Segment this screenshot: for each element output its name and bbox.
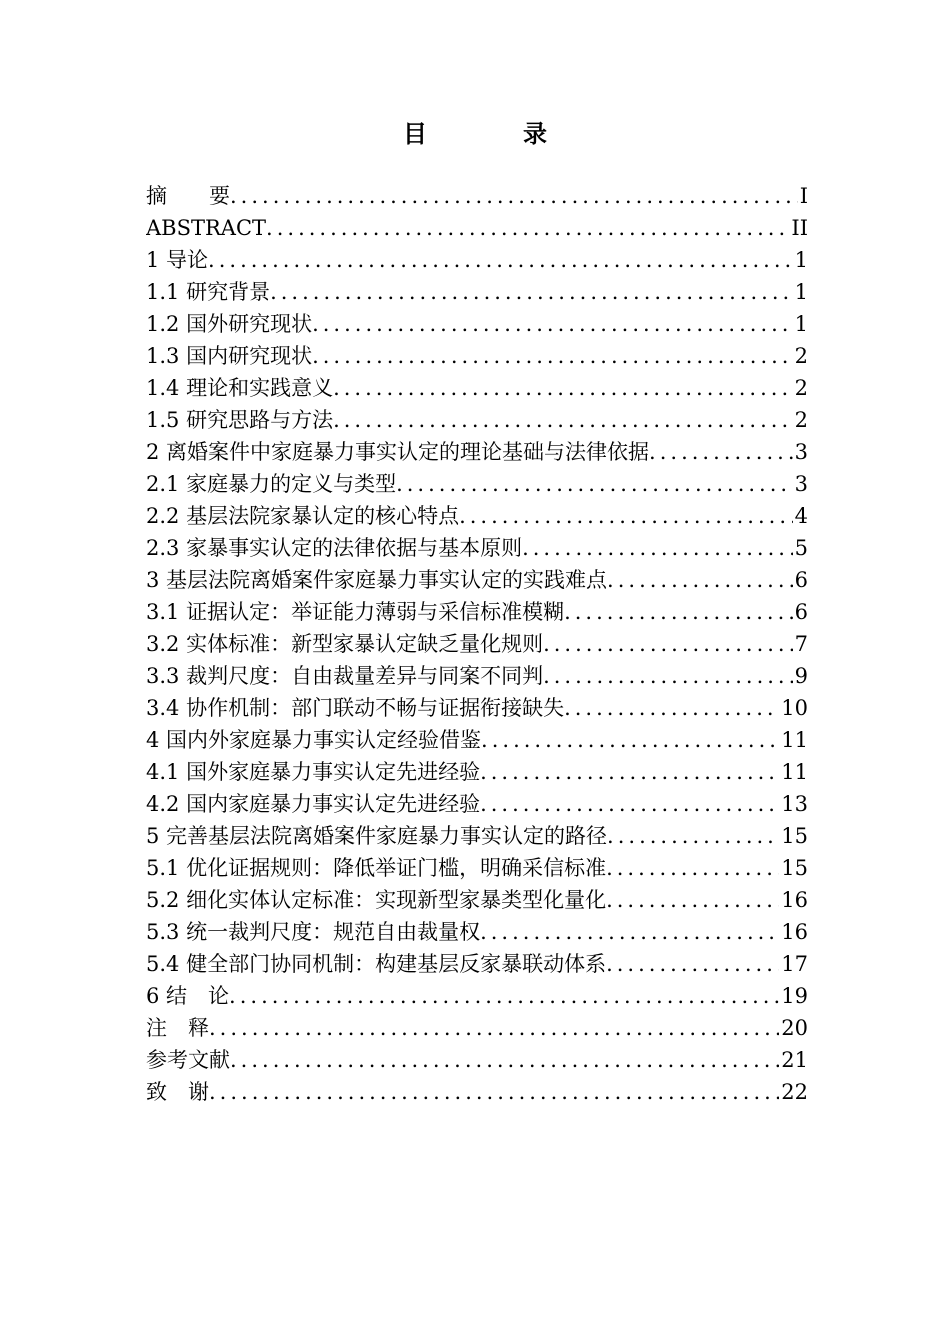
toc-entry-label: 3.2 实体标准：新型家暴认定缺乏量化规则 — [146, 632, 544, 656]
toc-entry-page-number: 2 — [794, 408, 808, 432]
toc-entry-page-number: 2 — [794, 376, 808, 400]
toc-dot-leader — [209, 1076, 779, 1108]
toc-entry-page-number: 13 — [781, 792, 808, 816]
toc-entry[interactable] — [146, 436, 808, 468]
toc-dot-leader — [480, 916, 779, 948]
toc-dot-leader — [396, 468, 793, 500]
toc-dot-leader — [564, 596, 793, 628]
toc-entry[interactable] — [146, 692, 808, 724]
toc-entry-label: 3.1 证据认定：举证能力薄弱与采信标准模糊 — [146, 600, 565, 624]
toc-entry[interactable] — [146, 660, 808, 692]
toc-entry-page-number: I — [799, 184, 808, 208]
toc-entry-label: 2.3 家暴事实认定的法律依据与基本原则 — [146, 536, 523, 560]
toc-entry-label: 6 结 论 — [146, 984, 230, 1008]
toc-entry-page-number: II — [791, 216, 808, 240]
toc-entry[interactable] — [146, 852, 808, 884]
toc-dot-leader — [459, 500, 793, 532]
toc-dot-leader — [333, 372, 793, 404]
toc-entry-label: 2.1 家庭暴力的定义与类型 — [146, 472, 397, 496]
toc-entry-label: 3 基层法院离婚案件家庭暴力事实认定的实践难点 — [146, 568, 608, 592]
toc-dot-leader — [606, 852, 779, 884]
toc-dot-leader — [270, 276, 793, 308]
toc-dot-leader — [522, 532, 793, 564]
toc-entry-page-number: 1 — [794, 312, 808, 336]
toc-entry-label: 4.1 国外家庭暴力事实认定先进经验 — [146, 760, 481, 784]
toc-dot-leader — [229, 980, 779, 1012]
toc-entry-label: 2 离婚案件中家庭暴力事实认定的理论基础与法律依据 — [146, 440, 650, 464]
toc-dot-leader — [607, 820, 779, 852]
toc-entry-page-number: 1 — [794, 248, 808, 272]
toc-entry[interactable] — [146, 788, 808, 820]
toc-entry-label: 5.2 细化实体认定标准：实现新型家暴类型化量化 — [146, 888, 607, 912]
toc-entry[interactable] — [146, 1012, 808, 1044]
toc-dot-leader — [208, 244, 793, 276]
toc-entry[interactable] — [146, 468, 808, 500]
toc-dot-leader — [606, 884, 779, 916]
toc-dot-leader — [209, 1012, 779, 1044]
toc-entry-label: 参考文献 — [146, 1048, 230, 1072]
toc-entry-label: 致 谢 — [146, 1080, 209, 1104]
toc-entry-label: 2.2 基层法院家暴认定的核心特点 — [146, 504, 460, 528]
toc-entry[interactable] — [146, 820, 808, 852]
toc-entry[interactable] — [146, 916, 808, 948]
toc-entry-page-number: 3 — [794, 472, 808, 496]
toc-dot-leader — [333, 404, 793, 436]
toc-entry-label: 1.4 理论和实践意义 — [146, 376, 334, 400]
toc-entry-label: ABSTRACT — [146, 216, 267, 240]
toc-entry-page-number: 10 — [781, 696, 808, 720]
toc-dot-leader — [312, 308, 793, 340]
toc-entry-page-number: 16 — [781, 920, 808, 944]
table-of-contents — [146, 180, 808, 1108]
toc-dot-leader — [480, 788, 779, 820]
toc-dot-leader — [606, 948, 779, 980]
toc-entry-page-number: 1 — [794, 280, 808, 304]
toc-entry[interactable] — [146, 628, 808, 660]
toc-entry[interactable] — [146, 1044, 808, 1076]
toc-entry-label: 注 释 — [146, 1016, 209, 1040]
toc-entry[interactable] — [146, 1076, 808, 1108]
toc-entry-label: 1 导论 — [146, 248, 209, 272]
toc-entry-label: 3.3 裁判尺度：自由裁量差异与同案不同判 — [146, 664, 544, 688]
toc-entry-label: 4.2 国内家庭暴力事实认定先进经验 — [146, 792, 481, 816]
toc-entry-page-number: 16 — [781, 888, 808, 912]
toc-entry[interactable] — [146, 948, 808, 980]
toc-entry-page-number: 19 — [781, 984, 808, 1008]
toc-entry-label: 1.5 研究思路与方法 — [146, 408, 334, 432]
toc-entry[interactable] — [146, 980, 808, 1012]
toc-entry-label: 5.3 统一裁判尺度：规范自由裁量权 — [146, 920, 481, 944]
toc-entry-page-number: 7 — [794, 632, 808, 656]
toc-entry-page-number: 6 — [794, 600, 808, 624]
toc-entry-label: 1.3 国内研究现状 — [146, 344, 313, 368]
toc-entry[interactable] — [146, 596, 808, 628]
toc-entry[interactable] — [146, 724, 808, 756]
toc-dot-leader — [312, 340, 793, 372]
toc-entry[interactable] — [146, 756, 808, 788]
toc-entry[interactable] — [146, 372, 808, 404]
toc-entry[interactable] — [146, 404, 808, 436]
toc-entry-page-number: 6 — [794, 568, 808, 592]
toc-dot-leader — [266, 212, 789, 244]
toc-dot-leader — [480, 756, 779, 788]
toc-entry[interactable] — [146, 180, 808, 212]
toc-entry-page-number: 9 — [794, 664, 808, 688]
toc-entry-page-number: 15 — [781, 856, 808, 880]
toc-entry-label: 5.1 优化证据规则：降低举证门槛，明确采信标准 — [146, 856, 607, 880]
toc-dot-leader — [481, 724, 779, 756]
toc-entry-page-number: 15 — [781, 824, 808, 848]
toc-dot-leader — [649, 436, 793, 468]
toc-dot-leader — [543, 628, 793, 660]
toc-entry-page-number: 17 — [781, 952, 808, 976]
toc-entry-page-number: 3 — [794, 440, 808, 464]
toc-entry[interactable] — [146, 340, 808, 372]
toc-dot-leader — [543, 660, 793, 692]
toc-entry-label: 5 完善基层法院离婚案件家庭暴力事实认定的路径 — [146, 824, 608, 848]
toc-entry[interactable] — [146, 308, 808, 340]
toc-entry[interactable] — [146, 532, 808, 564]
toc-entry-label: 3.4 协作机制：部门联动不畅与证据衔接缺失 — [146, 696, 565, 720]
toc-title: 目 录 — [403, 119, 583, 148]
toc-entry[interactable] — [146, 884, 808, 916]
toc-entry[interactable] — [146, 276, 808, 308]
toc-entry[interactable] — [146, 500, 808, 532]
toc-entry-page-number: 20 — [781, 1016, 808, 1040]
toc-entry[interactable] — [146, 244, 808, 276]
toc-entry[interactable] — [146, 212, 808, 244]
toc-dot-leader — [564, 692, 779, 724]
toc-entry-page-number: 5 — [794, 536, 808, 560]
toc-entry-page-number: 11 — [781, 728, 808, 752]
toc-dot-leader — [230, 180, 798, 212]
toc-dot-leader — [607, 564, 793, 596]
toc-entry-page-number: 22 — [781, 1080, 808, 1104]
toc-entry-page-number: 4 — [794, 504, 808, 528]
toc-entry-label: 5.4 健全部门协同机制：构建基层反家暴联动体系 — [146, 952, 607, 976]
toc-entry-page-number: 21 — [781, 1048, 808, 1072]
toc-entry-page-number: 11 — [781, 760, 808, 784]
toc-entry[interactable] — [146, 564, 808, 596]
toc-entry-label: 1.1 研究背景 — [146, 280, 271, 304]
toc-dot-leader — [230, 1044, 779, 1076]
toc-entry-label: 4 国内外家庭暴力事实认定经验借鉴 — [146, 728, 482, 752]
toc-entry-label: 摘 要 — [146, 184, 230, 208]
toc-entry-label: 1.2 国外研究现状 — [146, 312, 313, 336]
toc-entry-page-number: 2 — [794, 344, 808, 368]
